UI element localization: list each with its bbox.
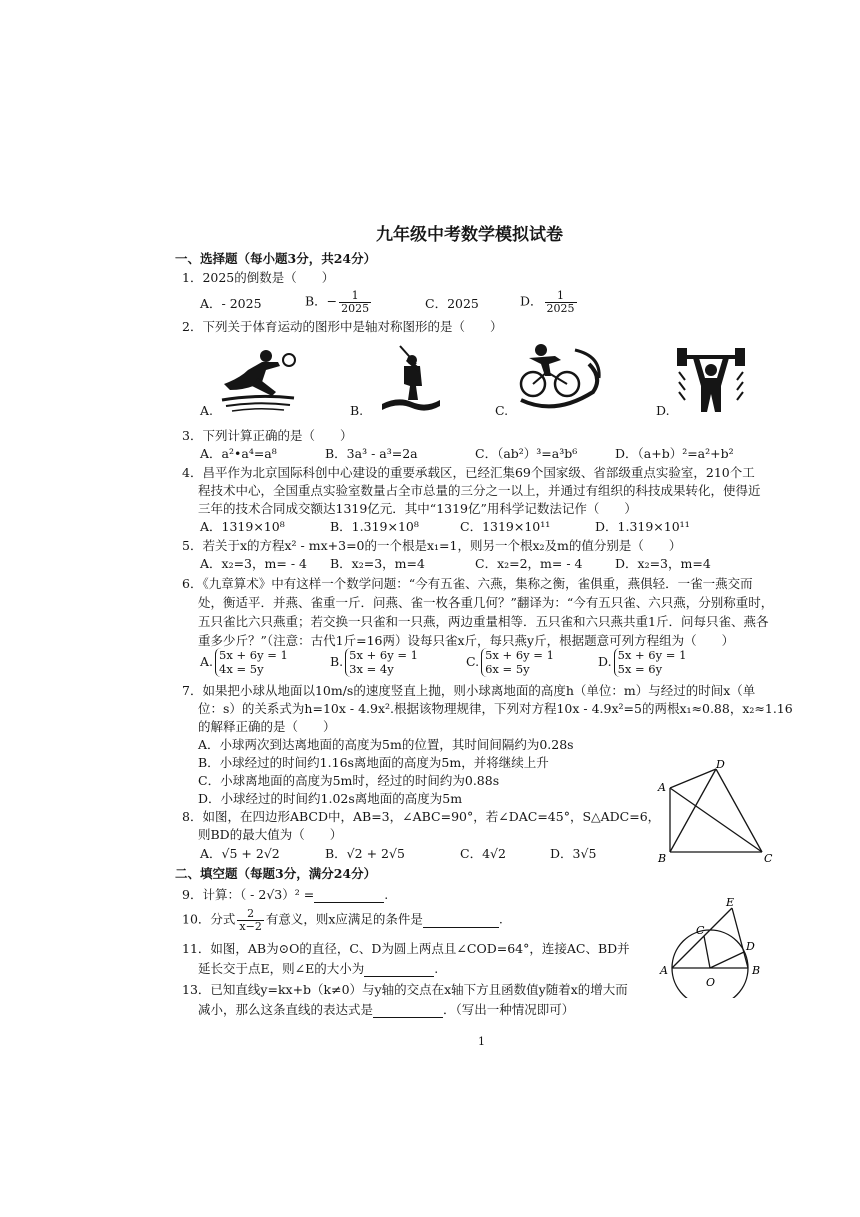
q6-option-a-eq2: 4x = 5y bbox=[219, 662, 264, 677]
q7-option-a: A．小球两次到达离地面的高度为5m的位置，其时间间隔约为0.28s bbox=[198, 737, 574, 752]
q6-line-1: 6．《九章算术》中有这样一个数学问题：“今有五雀、六燕，集称之衡，雀俱重，燕俱轻．一雀一燕交而 bbox=[182, 576, 753, 591]
q11-line-2 bbox=[198, 962, 438, 977]
q7-line-3: 的解释正确的是（ ） bbox=[198, 719, 336, 734]
q1-option-d bbox=[520, 290, 579, 314]
q11-label-b: B bbox=[752, 964, 761, 977]
q6-option-c-eq1: 5x + 6y = 1 bbox=[485, 648, 554, 662]
q6-option-c bbox=[466, 648, 554, 677]
q3-option-b: B．3a³ - a³=2a bbox=[325, 446, 418, 461]
q10-answer-blank bbox=[423, 913, 499, 928]
q3-option-c: C．（ab²）³=a³b⁶ bbox=[475, 446, 578, 461]
q9 bbox=[182, 888, 388, 903]
q2-stem: 2．下列关于体育运动的图形中是轴对称图形的是（ ） bbox=[182, 319, 503, 334]
q8-option-b: B．√2 + 2√5 bbox=[325, 846, 405, 861]
q11-circle-figure bbox=[654, 896, 770, 998]
section-choice-heading: 一、选择题（每小题3分，共24分） bbox=[175, 251, 377, 266]
q11-line-1: 11．如图，AB为⊙O的直径，C、D为圆上两点且∠COD=64°，连接AC、BD并 bbox=[182, 941, 630, 956]
q6-line-4: 重多少斤？”（注意：古代1斤=16两）设每只雀x斤，每只燕y斤，根据题意可列方程组为（ ） bbox=[198, 633, 735, 648]
q10-numerator: 2 bbox=[237, 908, 263, 921]
cyclist-icon bbox=[515, 342, 605, 416]
q2-option-d: D. bbox=[656, 403, 670, 418]
q11-label-a: A bbox=[660, 964, 668, 977]
q8-label-c: C bbox=[764, 852, 773, 864]
q4-option-c: C．1319×10¹¹ bbox=[460, 519, 551, 534]
q9-text: 9．计算：（ - 2√3）² = bbox=[182, 887, 315, 902]
q1-option-d-prefix: D． bbox=[520, 293, 543, 309]
q8-label-a: A bbox=[658, 781, 666, 794]
volleyball-player-icon bbox=[218, 348, 298, 414]
q13-answer-blank bbox=[373, 1003, 443, 1018]
q8-line-1: 8．如图，在四边形ABCD中，AB=3，∠ABC=90°，若∠DAC=45°，S△ADC=6， bbox=[182, 809, 661, 824]
q10-end: . bbox=[498, 911, 503, 927]
q9-end: . bbox=[384, 887, 389, 902]
q2-option-a: A. bbox=[200, 403, 214, 418]
q10-text-start: 10．分式 bbox=[182, 911, 236, 927]
q6-option-b-eq2: 3x = 4y bbox=[349, 662, 394, 677]
q6-option-c-eq2: 6x = 5y bbox=[485, 662, 530, 677]
q5-option-d: D．x₂=3，m=4 bbox=[615, 556, 711, 571]
q6-option-a-label: A. bbox=[200, 653, 214, 669]
q5-option-a: A．x₂=3，m= - 4 bbox=[200, 556, 307, 571]
q1-option-b bbox=[305, 290, 373, 314]
golfer-icon bbox=[378, 342, 444, 416]
q2-option-b: B. bbox=[350, 403, 364, 418]
q1-stem: 1．2025的倒数是（ ） bbox=[182, 270, 335, 285]
q8-label-b: B bbox=[658, 852, 667, 864]
page-title: 九年级中考数学模拟试卷 bbox=[376, 225, 563, 245]
q13-end: ．（写出一种情况即可） bbox=[443, 1002, 575, 1017]
q8-line-2: 则BD的最大值为（ ） bbox=[198, 827, 343, 842]
q5-stem: 5．若关于x的方程x² - mx+3=0的一个根是x₁=1，则另一个根x₂及m的值分别是（ ） bbox=[182, 538, 682, 553]
q11-label-c: C bbox=[696, 924, 705, 937]
q8-option-a: A．√5 + 2√2 bbox=[200, 846, 280, 861]
q6-option-b-system bbox=[345, 648, 418, 677]
q9-answer-blank bbox=[314, 888, 384, 903]
q6-option-d-label: D. bbox=[598, 653, 612, 669]
q1-option-b-prefix: B．− bbox=[305, 293, 338, 309]
q1-option-b-denominator: 2025 bbox=[341, 301, 370, 315]
q6-line-2: 处，衡适平．并燕、雀重一斤．问燕、雀一枚各重几何？”翻译为：“今有五只雀、六只燕，分别称重时， bbox=[198, 595, 774, 610]
q6-option-a-system bbox=[215, 648, 288, 677]
q1-option-b-fraction bbox=[339, 290, 371, 314]
q7-line-2: 位：s）的关系式为h=10x - 4.9x².根据该物理规律，下列对方程10x - 4.9x²=5的两根x₁≈0.88，x₂≈1.16 bbox=[198, 701, 793, 716]
q6-option-d-eq1: 5x + 6y = 1 bbox=[617, 648, 687, 662]
q11-line-2-text: 延长交于点E，则∠E的大小为 bbox=[198, 961, 365, 976]
q1-option-b-numerator: 1 bbox=[339, 290, 371, 303]
q4-option-a: A．1319×10⁸ bbox=[200, 519, 285, 534]
q4-option-d: D．1.319×10¹¹ bbox=[595, 519, 690, 534]
q11-end: . bbox=[434, 961, 439, 976]
q11-label-e: E bbox=[726, 896, 735, 909]
q1-option-d-fraction bbox=[545, 290, 577, 314]
q6-option-d-system bbox=[614, 648, 687, 677]
q10-fraction bbox=[237, 908, 263, 932]
q7-option-b: B．小球经过的时间约1.16s离地面的高度为5m，并将继续上升 bbox=[198, 755, 549, 770]
q3-option-a: A．a²•a⁴=a⁸ bbox=[200, 446, 277, 461]
q6-option-c-system bbox=[481, 648, 554, 677]
q1-option-d-denominator: 2025 bbox=[546, 301, 575, 315]
q1-option-d-numerator: 1 bbox=[545, 290, 577, 303]
q4-line-3: 三年的技术合同成交额达1319亿元．其中“1319亿”用科学记数法记作（ ） bbox=[198, 501, 637, 516]
q6-option-d bbox=[598, 648, 686, 677]
q11-label-o: O bbox=[706, 976, 716, 989]
q1-option-c: C．2025 bbox=[425, 296, 479, 311]
section-fill-heading: 二、填空题（每题3分，满分24分） bbox=[175, 866, 377, 881]
q8-option-c: C．4√2 bbox=[460, 846, 506, 861]
q6-option-a bbox=[200, 648, 288, 677]
q13-line-2 bbox=[198, 1003, 574, 1018]
q6-option-d-eq2: 5x = 6y bbox=[617, 662, 663, 677]
q6-option-a-eq1: 5x + 6y = 1 bbox=[219, 648, 288, 662]
q7-option-d: D．小球经过的时间约1.02s离地面的高度为5m bbox=[198, 791, 463, 806]
q6-option-b bbox=[330, 648, 418, 677]
q4-option-b: B．1.319×10⁸ bbox=[330, 519, 419, 534]
q8-option-d: D．3√5 bbox=[550, 846, 597, 861]
weightlifter-icon bbox=[675, 346, 747, 416]
q6-option-c-label: C. bbox=[466, 653, 480, 669]
q5-option-c: C．x₂=2，m= - 4 bbox=[475, 556, 583, 571]
q4-line-1: 4．昌平作为北京国际科创中心建设的重要承载区，已经汇集69个国家级、省部级重点实验室，210个工 bbox=[182, 465, 755, 480]
q7-option-c: C．小球离地面的高度为5m时，经过的时间约为0.88s bbox=[198, 773, 500, 788]
q2-option-c: C. bbox=[495, 403, 509, 418]
q10 bbox=[182, 908, 503, 932]
q7-line-1: 7．如果把小球从地面以10m/s的速度竖直上抛，则小球离地面的高度h（单位：m）与经过的时间x（单 bbox=[182, 683, 756, 698]
q10-denominator: x−2 bbox=[239, 919, 262, 933]
q3-option-d: D．（a+b）²=a²+b² bbox=[615, 446, 734, 461]
q6-line-3: 五只雀比六只燕重；若交换一只雀和一只燕，两边重量相等．五只雀和六只燕共重1斤．问每只雀、燕各 bbox=[198, 614, 769, 629]
q10-text-mid: 有意义，则x应满足的条件是 bbox=[265, 911, 423, 927]
q5-option-b: B．x₂=3，m=4 bbox=[330, 556, 425, 571]
q3-stem: 3．下列计算正确的是（ ） bbox=[182, 428, 353, 443]
q4-line-2: 程技术中心，全国重点实验室数量占全市总量的三分之一以上，并通过有组织的科技成果转化，使得近 bbox=[198, 483, 761, 498]
page-number: 1 bbox=[478, 1035, 485, 1048]
q13-line-2-text: 减小，那么这条直线的表达式是 bbox=[198, 1002, 374, 1017]
q6-option-b-label: B. bbox=[330, 653, 344, 669]
q6-option-b-eq1: 5x + 6y = 1 bbox=[349, 648, 418, 662]
q8-quadrilateral-figure bbox=[650, 758, 776, 864]
q11-label-d: D bbox=[746, 940, 755, 953]
q1-option-a: A．- 2025 bbox=[200, 296, 262, 311]
q13-line-1: 13．已知直线y=kx+b（k≠0）与y轴的交点在x轴下方且函数值y随着x的增大而 bbox=[182, 982, 628, 997]
q8-label-d: D bbox=[716, 758, 725, 771]
q11-answer-blank bbox=[364, 962, 434, 977]
